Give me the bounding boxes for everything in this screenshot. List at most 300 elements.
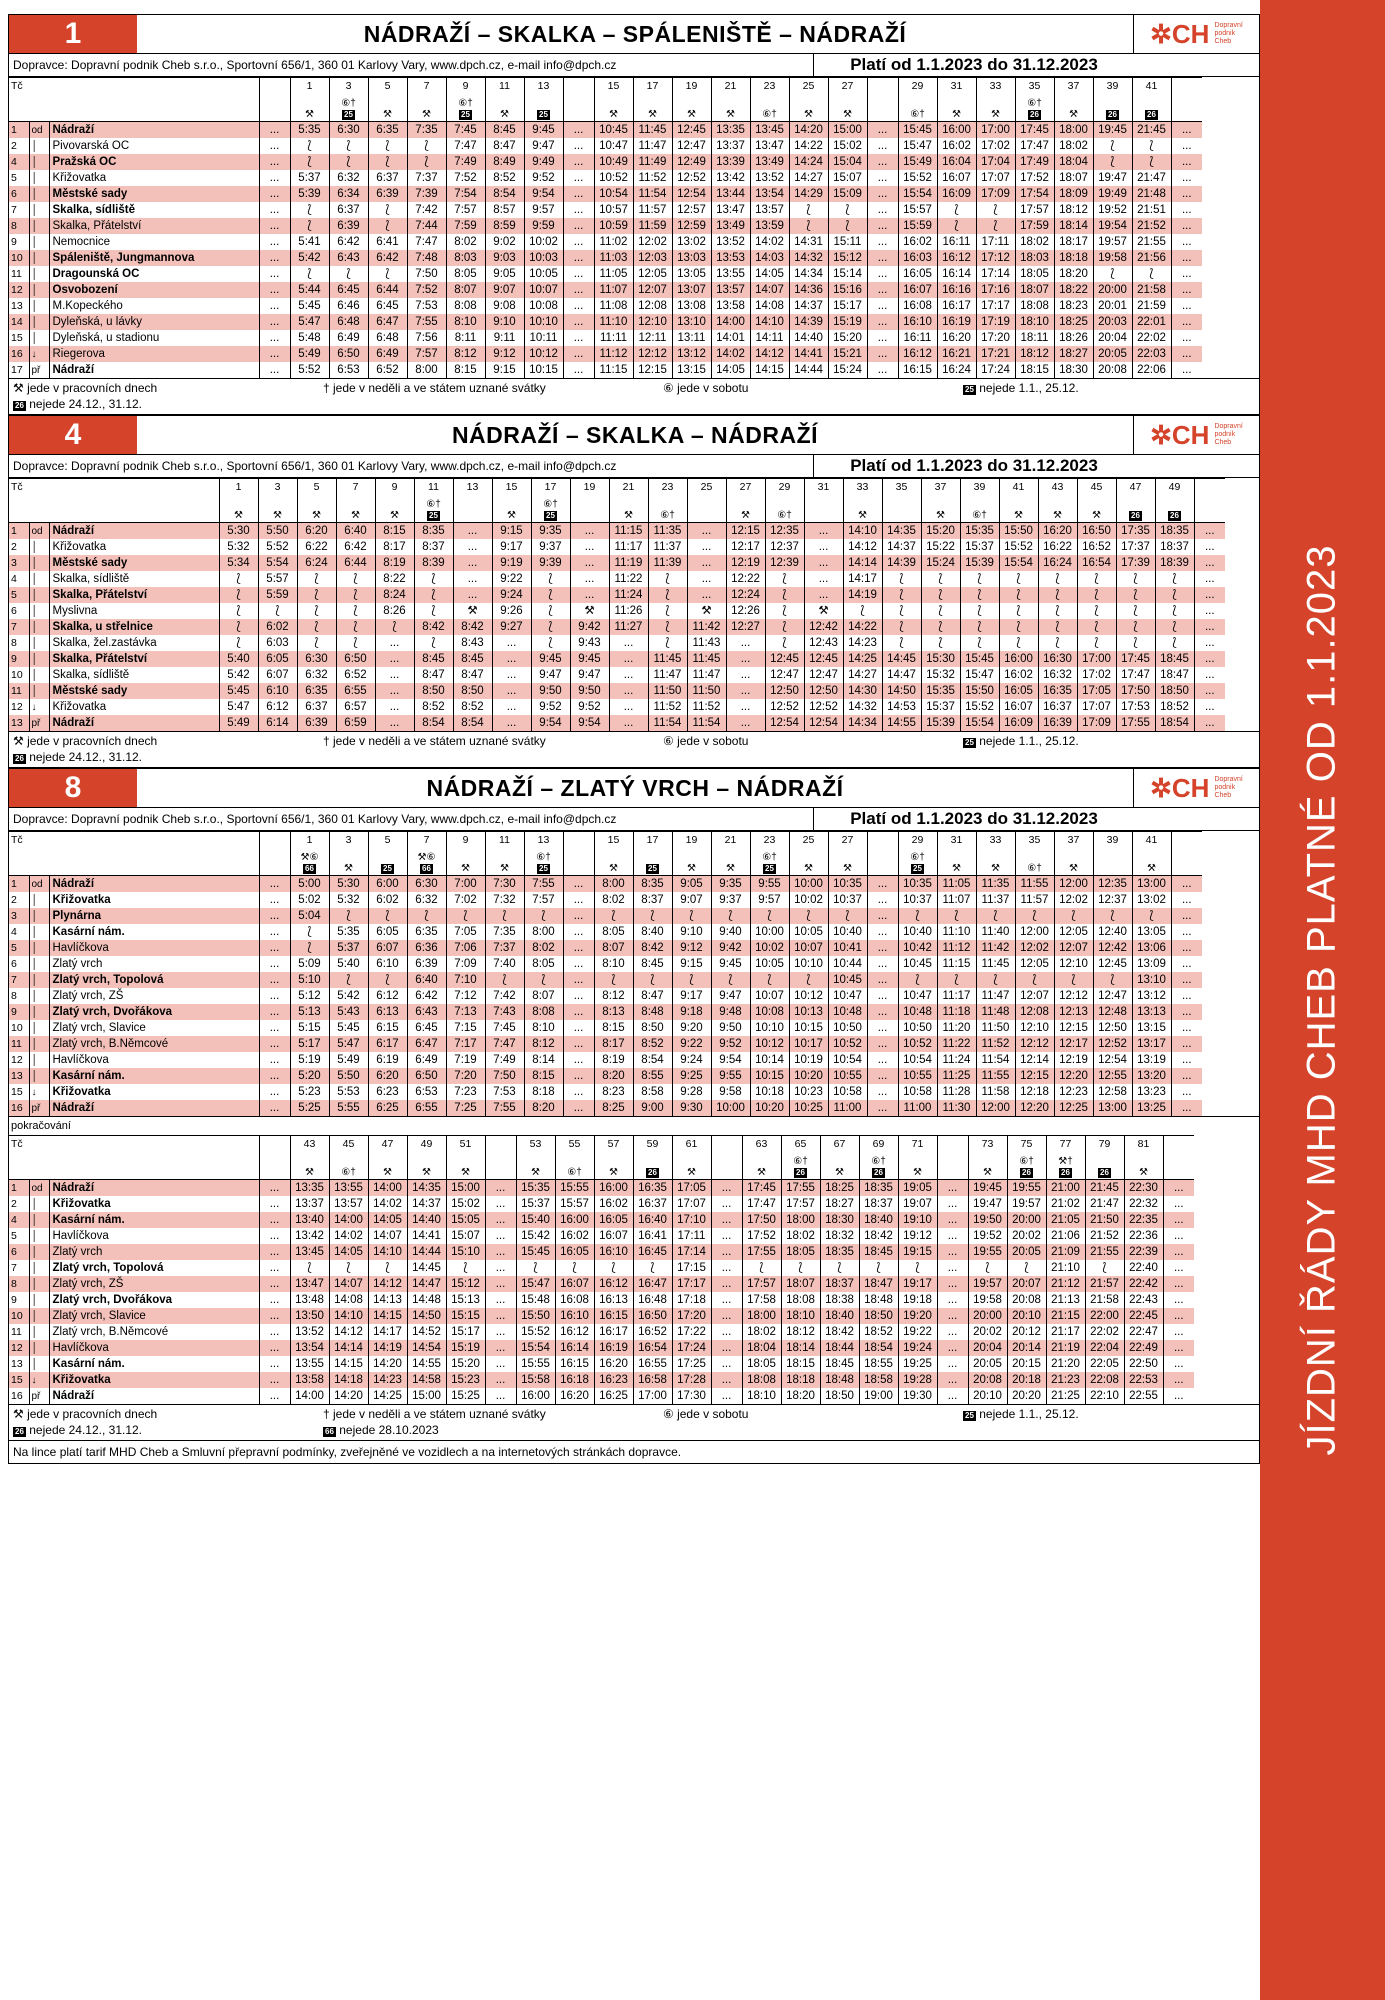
restriction-badge: 26 (1170, 511, 1179, 520)
departure-time: 15:00 (407, 1388, 446, 1404)
departure-time: 5:40 (329, 956, 368, 972)
departure-time: 16:12 (555, 1324, 594, 1340)
departure-time: 20:00 (1007, 1212, 1046, 1228)
departure-time: 8:02 (594, 892, 633, 908)
departure-time: ⟅ (1132, 154, 1171, 170)
departure-time: 16:05 (999, 683, 1038, 699)
departure-time: 15:24 (921, 555, 960, 571)
departure-time: 15:35 (960, 523, 999, 540)
stop-row (9, 1372, 1194, 1388)
trip-number: 65 (781, 1136, 820, 1153)
departure-time: 12:05 (633, 266, 672, 282)
stop-number: 11 (9, 683, 29, 699)
day-symbol: ⑥† (536, 852, 551, 863)
stop-name: Zlatý vrch (49, 956, 259, 972)
departure-time: 18:37 (859, 1196, 898, 1212)
line-4-timetable (9, 478, 1259, 731)
restriction-badge: 26 (796, 1168, 805, 1177)
departure-time: 17:07 (672, 1196, 711, 1212)
departure-time: 11:54 (687, 715, 726, 731)
departure-time: ... (867, 1036, 898, 1052)
departure-time: 20:05 (1007, 1244, 1046, 1260)
departure-time: 5:41 (290, 234, 329, 250)
trip-number (259, 1136, 290, 1153)
departure-time: 14:10 (329, 1308, 368, 1324)
trip-number (1163, 1136, 1194, 1153)
trip-number: 67 (820, 1136, 859, 1153)
departure-time: 7:50 (485, 1068, 524, 1084)
stop-number: 5 (9, 587, 29, 603)
departure-time: ⟅ (1093, 266, 1132, 282)
departure-time: ... (563, 186, 594, 202)
departure-time: 18:54 (1155, 715, 1194, 731)
departure-time: ... (563, 1036, 594, 1052)
departure-time: ⚒ (570, 603, 609, 619)
departure-time: ... (1173, 1261, 1184, 1274)
departure-time: ⟅ (368, 266, 407, 282)
stop-row (9, 571, 1225, 587)
departure-time: 7:50 (407, 266, 446, 282)
day-symbol: ⚒ (726, 109, 735, 120)
departure-time: ... (687, 539, 726, 555)
departure-time: ... (570, 571, 609, 587)
departure-time: 9:12 (672, 940, 711, 956)
departure-time: ... (867, 1100, 898, 1116)
departure-time: 11:27 (609, 619, 648, 635)
departure-time: 8:25 (594, 1100, 633, 1116)
departure-time: 21:48 (1132, 186, 1171, 202)
trip-number: 13 (524, 78, 563, 95)
departure-time: 14:01 (711, 330, 750, 346)
stop-row (9, 138, 1202, 154)
departure-time: 15:09 (828, 186, 867, 202)
departure-time: 18:10 (781, 1308, 820, 1324)
departure-time: ⟅ (1155, 603, 1194, 619)
departure-time: 7:00 (446, 876, 485, 893)
trip-number: 29 (898, 78, 937, 95)
departure-time: 8:40 (633, 924, 672, 940)
departure-time: ... (1171, 1004, 1202, 1020)
departure-time: 21:10 (1046, 1260, 1085, 1276)
trip-number: 61 (672, 1136, 711, 1153)
departure-time: 19:10 (898, 1212, 937, 1228)
stop-row (9, 154, 1202, 170)
departure-time: ... (259, 940, 290, 956)
departure-time: 6:42 (336, 539, 375, 555)
departure-time: 11:07 (594, 282, 633, 298)
departure-time: 5:13 (290, 1004, 329, 1020)
departure-time: 16:24 (1038, 555, 1077, 571)
departure-time: 11:47 (648, 667, 687, 683)
departure-time: ... (485, 1388, 516, 1404)
stop-row (9, 1324, 1194, 1340)
departure-time: 5:04 (290, 908, 329, 924)
departure-time: 8:11 (446, 330, 485, 346)
departure-time: 10:20 (789, 1068, 828, 1084)
departure-time: ... (259, 1020, 290, 1036)
departure-time: 6:10 (258, 683, 297, 699)
departure-time: 18:25 (1054, 314, 1093, 330)
departure-time: ⟅ (336, 635, 375, 651)
departure-time: 19:07 (898, 1196, 937, 1212)
stop-number: 7 (9, 1260, 29, 1276)
stop-name: Havlíčkova (49, 1052, 259, 1068)
stop-number: 15 (9, 330, 29, 346)
trip-number: 33 (976, 78, 1015, 95)
departure-time: ... (867, 892, 898, 908)
departure-time: 6:05 (258, 651, 297, 667)
departure-time: 7:57 (407, 346, 446, 362)
departure-time: ... (563, 170, 594, 186)
departure-time: 17:09 (976, 186, 1015, 202)
departure-time: 5:42 (290, 250, 329, 266)
departure-time: 11:47 (687, 667, 726, 683)
departure-time: ⟅ (1132, 266, 1171, 282)
departure-time: 9:42 (711, 940, 750, 956)
departure-time: ... (563, 1068, 594, 1084)
departure-time: 14:29 (789, 186, 828, 202)
trip-number: 31 (804, 479, 843, 496)
departure-time: 15:35 (516, 1180, 555, 1197)
stop-row (9, 234, 1202, 250)
departure-time: 22:45 (1124, 1308, 1163, 1324)
stop-number: 6 (9, 956, 29, 972)
departure-time: 14:47 (882, 667, 921, 683)
timetable (9, 1135, 1194, 1404)
departure-time: ⟅ (336, 571, 375, 587)
departure-time: 10:12 (524, 346, 563, 362)
stop-direction: │ (29, 683, 49, 699)
trip-number: 33 (976, 832, 1015, 849)
departure-time: 13:44 (711, 186, 750, 202)
day-symbol: ⚒ (305, 109, 314, 120)
departure-time: ... (1181, 235, 1192, 248)
departure-time: ⟅ (672, 908, 711, 924)
stop-name: Dyleňská, u lávky (49, 314, 259, 330)
stop-direction: │ (29, 330, 49, 346)
departure-time: 12:00 (976, 1100, 1015, 1116)
restriction-badge: 26 (1030, 110, 1039, 119)
departure-time: 6:47 (407, 1036, 446, 1052)
departure-time: ... (1171, 122, 1202, 139)
departure-time: 5:48 (290, 330, 329, 346)
stop-number: 13 (9, 1356, 29, 1372)
departure-time: 13:35 (711, 122, 750, 139)
departure-time: 6:37 (329, 202, 368, 218)
departure-time: 5:34 (219, 555, 258, 571)
departure-time: 15:17 (446, 1324, 485, 1340)
departure-time: 15:54 (516, 1340, 555, 1356)
departure-time: 15:47 (960, 667, 999, 683)
trip-number: 25 (789, 78, 828, 95)
departure-time: 16:11 (937, 234, 976, 250)
departure-time: 13:50 (290, 1308, 329, 1324)
stop-name: Kasární nám. (49, 1356, 259, 1372)
departure-time: 5:59 (258, 587, 297, 603)
departure-time: 10:54 (898, 1052, 937, 1068)
stop-row (9, 122, 1202, 139)
departure-time: 12:07 (1015, 988, 1054, 1004)
departure-time: 13:11 (672, 330, 711, 346)
departure-time: 17:58 (742, 1292, 781, 1308)
legend: ⚒ jede v pracovních dnech † jede v neděli a ve státem uznané svátky ⑥ jede v sobotu 25 nejede 1.1., 25.12. 26 nejede 24.12., 31.12. (9, 731, 1259, 767)
departure-time: 6:15 (368, 1020, 407, 1036)
day-symbol: ⚒ (461, 863, 470, 874)
departure-time: 17:49 (1015, 154, 1054, 170)
departure-time: 11:45 (976, 956, 1015, 972)
departure-time: ... (259, 1356, 290, 1372)
departure-time: 7:09 (446, 956, 485, 972)
stop-name: Křižovatka (49, 1084, 259, 1100)
stop-direction: │ (29, 250, 49, 266)
day-symbol: ⑥† (458, 98, 473, 109)
stop-direction: │ (29, 298, 49, 314)
departure-time: ... (485, 1276, 516, 1292)
departure-time: 16:19 (937, 314, 976, 330)
departure-time: 14:41 (789, 346, 828, 362)
departure-time: 14:10 (843, 523, 882, 540)
departure-time: 17:20 (672, 1308, 711, 1324)
departure-time: 10:10 (750, 1020, 789, 1036)
departure-time: 9:35 (711, 876, 750, 893)
line-1-block (8, 14, 1260, 415)
departure-time: 5:30 (329, 876, 368, 893)
departure-time: ⟅ (882, 603, 921, 619)
departure-time: 9:30 (672, 1100, 711, 1116)
departure-time: ... (867, 362, 898, 378)
departure-time: 14:11 (750, 330, 789, 346)
departure-time: 6:23 (368, 1084, 407, 1100)
departure-time: 5:37 (329, 940, 368, 956)
departure-time: 7:54 (446, 186, 485, 202)
departure-time: ... (1181, 1085, 1192, 1098)
stop-number: 16 (9, 1100, 29, 1116)
departure-time: ... (563, 1084, 594, 1100)
departure-time: 18:48 (859, 1292, 898, 1308)
departure-time: ⟅ (1038, 587, 1077, 603)
departure-time: 11:25 (937, 1068, 976, 1084)
departure-time: ... (1163, 1372, 1194, 1388)
operator-row (9, 808, 1259, 831)
departure-time: 13:57 (329, 1196, 368, 1212)
trip-number: 57 (594, 1136, 633, 1153)
departure-time: ⟅ (1015, 908, 1054, 924)
departure-time: ⟅ (485, 972, 524, 988)
departure-time: ... (492, 667, 531, 683)
departure-time: 5:09 (290, 956, 329, 972)
stop-name: Křižovatka (49, 170, 259, 186)
departure-time: 19:24 (898, 1340, 937, 1356)
departure-time: 11:18 (937, 1004, 976, 1020)
departure-time: ... (711, 1228, 742, 1244)
departure-time: 5:47 (290, 314, 329, 330)
departure-time: 12:47 (765, 667, 804, 683)
departure-time: 15:20 (921, 523, 960, 540)
departure-time: ⟅ (329, 266, 368, 282)
departure-time: ⟅ (336, 619, 375, 635)
departure-time: 5:42 (219, 667, 258, 683)
departure-time: 8:12 (524, 1036, 563, 1052)
departure-time: 9:11 (485, 330, 524, 346)
departure-time: 11:30 (937, 1100, 976, 1116)
departure-time: 9:17 (492, 539, 531, 555)
departure-time: 17:37 (1116, 539, 1155, 555)
departure-time: 16:52 (633, 1324, 672, 1340)
stop-direction: ↓ (29, 699, 49, 715)
departure-time: 14:54 (407, 1340, 446, 1356)
departure-time: ... (609, 635, 648, 651)
departure-time: 10:02 (524, 234, 563, 250)
departure-time: ... (259, 1180, 290, 1197)
departure-time: 12:00 (1015, 924, 1054, 940)
trip-number (563, 832, 594, 849)
departure-time: 10:02 (789, 892, 828, 908)
departure-time: ⟅ (1155, 571, 1194, 587)
departure-time: 20:04 (1093, 330, 1132, 346)
departure-time: 10:00 (711, 1100, 750, 1116)
departure-time: 13:52 (290, 1324, 329, 1340)
departure-time: 15:45 (898, 122, 937, 139)
stop-number: 15 (9, 1372, 29, 1388)
day-symbol: ⚒ (1014, 510, 1023, 521)
restriction-badge: 26 (1108, 110, 1117, 119)
departure-time: 9:57 (750, 892, 789, 908)
departure-time: 15:57 (555, 1196, 594, 1212)
departure-time: 15:55 (555, 1180, 594, 1197)
stop-name: Křižovatka (49, 699, 219, 715)
departure-time: 17:16 (976, 282, 1015, 298)
trip-number: 1 (290, 832, 329, 849)
departure-time: 22:50 (1124, 1356, 1163, 1372)
departure-time: 14:14 (843, 555, 882, 571)
departure-time: 9:47 (531, 667, 570, 683)
departure-time: 10:08 (524, 298, 563, 314)
departure-time: 7:52 (407, 282, 446, 298)
departure-time: 16:05 (555, 1244, 594, 1260)
stop-direction: │ (29, 154, 49, 170)
departure-time: 19:28 (898, 1372, 937, 1388)
trip-number (1171, 78, 1202, 95)
departure-time: ... (1181, 299, 1192, 312)
departure-time: 13:49 (711, 218, 750, 234)
departure-time: 15:45 (516, 1244, 555, 1260)
departure-time: ... (726, 651, 765, 667)
departure-time: 10:48 (898, 1004, 937, 1020)
departure-time: 10:12 (750, 1036, 789, 1052)
departure-time: ... (804, 539, 843, 555)
departure-time: 18:12 (781, 1324, 820, 1340)
departure-time: 11:54 (633, 186, 672, 202)
departure-time: ... (259, 250, 290, 266)
departure-time: 12:40 (1093, 924, 1132, 940)
stop-direction: od (29, 876, 49, 893)
departure-time: 6:41 (368, 234, 407, 250)
departure-time: 6:49 (368, 346, 407, 362)
departure-time: ... (570, 555, 609, 571)
departure-time: 15:54 (999, 555, 1038, 571)
departure-time: ... (259, 122, 290, 139)
departure-time: 8:52 (414, 699, 453, 715)
departure-time: ... (711, 1196, 742, 1212)
departure-time: 18:17 (1054, 234, 1093, 250)
departure-time: 7:56 (407, 330, 446, 346)
stop-row (9, 1276, 1194, 1292)
departure-time: 13:55 (290, 1356, 329, 1372)
departure-time: ... (867, 1052, 898, 1068)
departure-time: 9:58 (711, 1084, 750, 1100)
departure-time: 12:12 (1015, 1036, 1054, 1052)
day-symbol: ⚒ (1053, 510, 1062, 521)
stop-row (9, 1180, 1194, 1197)
departure-time: 19:49 (1093, 186, 1132, 202)
departure-time: ... (492, 651, 531, 667)
stop-name: Skalka, žel.zastávka (49, 635, 219, 651)
day-symbol: ⚒⑥ (417, 852, 436, 863)
departure-time: 13:42 (711, 170, 750, 186)
trip-number: 43 (290, 1136, 329, 1153)
stop-row (9, 266, 1202, 282)
departure-time: 6:05 (368, 924, 407, 940)
departure-time: 18:45 (1155, 651, 1194, 667)
departure-time: 6:45 (329, 282, 368, 298)
departure-time: 7:39 (407, 186, 446, 202)
stop-number: 6 (9, 1244, 29, 1260)
departure-time: 8:50 (453, 683, 492, 699)
stop-number: 13 (9, 715, 29, 731)
departure-time: 8:02 (524, 940, 563, 956)
stop-row (9, 1036, 1202, 1052)
trip-number: 45 (329, 1136, 368, 1153)
departure-time: ... (259, 1052, 290, 1068)
departure-time: 18:44 (820, 1340, 859, 1356)
departure-time: ⟅ (960, 571, 999, 587)
departure-time: 10:52 (594, 170, 633, 186)
departure-time: 11:15 (937, 956, 976, 972)
departure-time: 8:50 (633, 1020, 672, 1036)
departure-time: 9:52 (711, 1036, 750, 1052)
departure-time: 7:23 (446, 1084, 485, 1100)
stop-row (9, 1340, 1194, 1356)
restriction-badge: 66 (305, 864, 314, 873)
departure-time: 11:24 (937, 1052, 976, 1068)
stop-row (9, 298, 1202, 314)
departure-time: 12:14 (1015, 1052, 1054, 1068)
stop-number: 4 (9, 924, 29, 940)
departure-time: 12:45 (765, 651, 804, 667)
departure-time: ... (259, 298, 290, 314)
day-symbol: ⚒ (390, 510, 399, 521)
departure-time: ... (492, 699, 531, 715)
departure-time: 10:20 (750, 1100, 789, 1116)
departure-time: ... (259, 1084, 290, 1100)
departure-time: 6:46 (329, 298, 368, 314)
stop-number: 4 (9, 571, 29, 587)
stop-direction: │ (29, 218, 49, 234)
stop-row (9, 1020, 1202, 1036)
departure-time: 16:00 (516, 1388, 555, 1404)
departure-time: 15:40 (516, 1212, 555, 1228)
day-symbol: ⚒ (531, 1167, 540, 1178)
validity: Platí od 1.1.2023 do 31.12.2023 (813, 455, 1134, 477)
departure-time: 15:52 (960, 699, 999, 715)
stop-number: 8 (9, 218, 29, 234)
departure-time: ... (1181, 331, 1192, 344)
departure-time: 9:40 (711, 924, 750, 940)
departure-time: 6:20 (297, 523, 336, 540)
departure-time: ⟅ (329, 138, 368, 154)
departure-time: ⟅ (999, 587, 1038, 603)
departure-time: 6:52 (336, 667, 375, 683)
